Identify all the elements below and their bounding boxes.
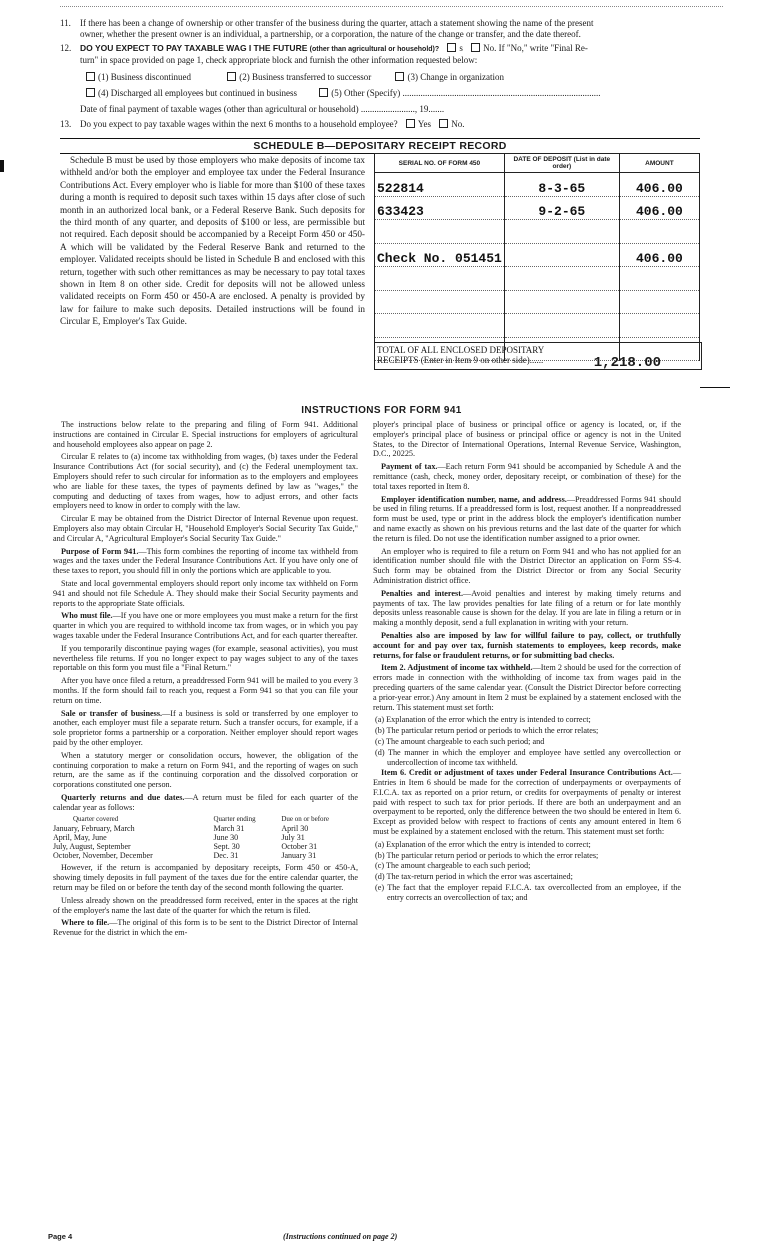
paragraph: [53, 547, 358, 576]
question-number: 12.: [60, 43, 72, 53]
deposit-date-cell[interactable]: 9-2-65: [504, 196, 619, 220]
paragraph: An employer who is required to file a return on Form 941 and who has not applied for an identification number should file with the District Director an application on Form SS-4. Such form may be obtained from the District Director or from any Social Security Administration district office.: [373, 546, 681, 585]
col-serial: SERIAL NO. OF FORM 450: [375, 154, 505, 173]
paragraph-heading: Sale or transfer of business.: [61, 708, 163, 718]
paragraph-body: —Item 2 should be used for the correction of errors made in connection with the withholding of income tax from wages paid in the preceding quarters of the same calendar year. (Consult the District Director before correcting a prior-year error.) Any amount in Item 2 must be explained by a statement enclosed with the return. This statement must set forth:: [373, 663, 681, 712]
paragraph-heading: Quarterly returns and due dates.: [61, 792, 185, 802]
paragraph: [53, 611, 358, 640]
question-number: 11.: [60, 18, 71, 28]
paragraph-body: —Avoid penalties and interest by making timely returns and payments of tax. The law provides penalties for late filing of a return or for late monthly deposits unless reasonable cause is shown for the delay. If you are late in filing a return or in making a monthly deposit, send a full explanation in writing with your return.: [373, 588, 681, 628]
quarter-cell: June 30: [213, 833, 239, 843]
deposit-row: [375, 243, 700, 267]
margin-dash: [700, 387, 730, 388]
option-checkbox[interactable]: [227, 72, 236, 81]
list-item: (a) Explanation of the error which the entry is intended to correct;: [375, 839, 591, 849]
quarter-cell: July 31: [281, 833, 305, 843]
paragraph-body: —Each return Form 941 should be accompanied by Schedule A and the remittance (cash, check, money order, depositary receipt, or combination of these) for the total taxes reported in Item 8.: [373, 462, 681, 491]
paragraph: State and local governmental employers should report only income tax withheld on Form 941 and should not file Schedule A. They should make their Social Security payments and reports to the appropriate State officials.: [53, 578, 358, 608]
deposit-row: [375, 220, 700, 244]
quarter-cell: April 30: [281, 824, 309, 834]
item6-list: [373, 840, 681, 903]
list-item: (c) The amount chargeable to each such period;: [375, 861, 531, 871]
paragraph-heading: Penalties and interest.: [381, 588, 464, 598]
option-label: (5) Other (Specify) ........................................................................................: [331, 88, 601, 98]
yes-checkbox[interactable]: [406, 119, 415, 128]
paragraph: [53, 793, 358, 813]
quarter-cell: July, August, September: [53, 842, 131, 852]
deposit-amount-cell[interactable]: 406.00: [619, 196, 699, 220]
list-item: (e) The fact that the employer repaid F.I.C.A. tax overcollected from an employee, if the entry corrects an overcollection of tax; and: [375, 883, 681, 902]
total-row: [374, 342, 702, 370]
question-text: If there has been a change of ownership or other transfer of the business during the quarter, attach a statement showing the name of the present: [80, 18, 594, 28]
paragraph-body: —This form combines the reporting of income tax withheld from wages and the taxes under the Federal Insurance Contributions Act. If you have only one of these taxes to report, you should fill in only the portions which are applicable to you.: [53, 546, 359, 576]
quarter-row: [53, 851, 358, 860]
quarter-row: [53, 824, 358, 833]
paragraph: [53, 918, 358, 938]
deposit-serial-cell[interactable]: [375, 267, 505, 291]
paragraph-body: —Entries in Item 6 should be made for the correction of underpayments or overpayments of F.I.C.A. tax as reported on a prior return, or credits for overpayments of penalty or interest paid with respect to such tax for prior periods. If there are both an underpayment and an overpayment to be reported, only the difference between the two should be entered in Item 6. Except as provided below with respect to fractions of cents any amount entered in Item 6 must be explained by a statement enclosed with the return. This statement must set forth:: [373, 768, 681, 837]
paragraph: [373, 495, 681, 544]
deposit-row: [375, 196, 700, 220]
paragraph: [373, 462, 681, 491]
deposit-serial-cell[interactable]: Check No. 051451: [375, 243, 505, 267]
list-item: (b) The particular return period or periods to which the error relates;: [375, 850, 599, 860]
deposit-date-cell[interactable]: [504, 314, 619, 338]
paragraph: [373, 663, 681, 712]
question-11: [60, 18, 700, 40]
col-amount: AMOUNT: [619, 154, 699, 173]
deposit-date-cell[interactable]: [504, 267, 619, 291]
deposit-date-cell[interactable]: [504, 220, 619, 244]
deposit-amount-cell[interactable]: [619, 290, 699, 314]
question-text: (other than agricultural or household)?: [309, 46, 440, 53]
paragraph: Penalties also are imposed by law for willful failure to pay, collect, or truthfully account for and pay over tax, furnish statements to employees, keep records, make returns, for false or fraudulent returns, or for submitting bad checks.: [373, 630, 681, 660]
deposit-serial-cell[interactable]: 633423: [375, 196, 505, 220]
deposit-row: [375, 314, 700, 338]
quarter-col-header: Quarter ending: [213, 815, 256, 824]
page-number: Page 4: [48, 1232, 73, 1241]
paragraph-body: —Preaddressed Forms 941 should be used in filing returns. If a preaddressed form is lost, request another. If a nonpreaddressed form must be used, type or print in the address block the employer's identification number and name exactly as shown on his previous returns and the last date of the quarter for which the return is filed. Do not use the identification number assigned to a prior owner.: [373, 494, 681, 543]
quarter-col-header: Due on or before: [281, 815, 329, 824]
deposit-amount-cell[interactable]: 406.00: [619, 173, 699, 197]
deposit-amount-cell[interactable]: [619, 267, 699, 291]
schedule-b-text: Schedule B must be used by those employers who make deposits of income tax withheld and/or both the employer and employee tax under the Federal Insurance Contributions Act. Every employer who is liable for more than $100 of these taxes during a month is required to deposit such taxes within 15 days after close of such month in an authorized local bank, or a Federal Reserve Bank. Such deposits for the third month of any quarter, and deposits of $100 or less, are permissible but not required. Each deposit should be accompanied by a Receipt Form 450 or 450-A which will be validated by the Federal Reserve Bank and returned to the employer. Validated receipts should be listed in Schedule B and enclosed with this return, together with such other remittances as may be necessary to pay total taxes shown in Item 8 on other side. Credit for deposits will not be allowed unless validated receipts on Form 450 or 450-A are enclosed. A penalty is provided by law for failure to make such deposits. Detailed instructions will be found in Circular E, Employer's Tax Guide.: [60, 155, 365, 327]
deposit-amount-cell[interactable]: [619, 314, 699, 338]
paragraph-heading: Who must file.: [61, 611, 113, 621]
deposit-row: [375, 173, 700, 197]
paragraph-heading: Where to file.: [61, 918, 110, 928]
paragraph: After you have once filed a return, a preaddressed Form 941 will be mailed to you every 3 months. If the form should fail to reach you, request a Form 941 so that you can file your return on time.: [53, 676, 358, 705]
paragraph: [53, 709, 358, 748]
paragraph-body: —If you have one or more employees you must make a return for the first quarter in which you are required to withhold income tax from wages, or in which you pay wages taxable under the Federal Insurance Contributions Act, and for each quarter thereafter.: [53, 611, 358, 640]
paragraph: Circular E relates to (a) income tax withholding from wages, (b) taxes under the Federal Insurance Contributions Act (for social security), and (c) the Federal unemployment tax. Employers should refer to such circular for information as to the employers and employees who are liable for these taxes, the types of payments defined by law as "wages," the computing and deducting of taxes from wages, how to adjust errors, and other facts employers need to know in order to comply with the law.: [53, 452, 358, 511]
question-text: I THE FUTURE: [248, 43, 308, 53]
deposit-amount-cell[interactable]: [619, 220, 699, 244]
top-rule: [60, 6, 723, 7]
option-label: (4) Discharged all employees but continued in business: [98, 88, 298, 98]
continued-note: (Instructions continued on page 2): [283, 1232, 398, 1241]
question-13: [60, 119, 700, 130]
quarter-cell: October, November, December: [53, 851, 153, 861]
yes-label: s: [459, 43, 463, 53]
options-row-1: [60, 72, 700, 83]
paragraph: Circular E may be obtained from the District Director of Internal Revenue upon request. Employers also may obtain Circular H, "Household Employer's Social Security Tax Guide," and Circular A, "Agricultural Employer's Social Security Tax Guide.": [53, 514, 358, 543]
instructions-title: INSTRUCTIONS FOR FORM 941: [301, 405, 462, 416]
quarter-col-header: Quarter covered: [73, 815, 119, 824]
paragraph: Unless already shown on the preaddressed form received, enter in the spaces at the right of the employer's name the last date of the quarter for which the return is filed.: [53, 895, 358, 915]
no-label: No.: [451, 119, 465, 129]
question-text: Do you expect to pay taxable wages within the next 6 months to a household employee?: [80, 119, 398, 129]
quarter-cell: January 31: [281, 851, 317, 861]
paragraph: ployer's principal place of business or principal office or agency is located, or, if the employer's principal place of business or principal office or agency is not in the United States, to the Director of International Operations, Internal Revenue Service, Washington, D.C., 20225.: [373, 420, 681, 459]
total-value[interactable]: 1,218.00: [593, 355, 661, 371]
paragraph: However, if the return is accompanied by depositary receipts, Form 450 or 450-A, showing timely deposits in full payment of the taxes due for the entire calendar quarter, the return may be filed on or before the tenth day of the second month following the quarter.: [53, 863, 358, 893]
paragraph-body: —If a business is sold or transferred by one employer to another, each employer must file a separate return. Such a transfer occurs, for example, if a sole proprietor forms a partnership or a corporation. Neither employer should report wages paid by the other employer.: [53, 708, 358, 747]
paragraph: [373, 768, 681, 837]
yes-label: Yes: [417, 119, 432, 129]
list-item: (a) Explanation of the error which the entry is intended to correct;: [375, 715, 591, 725]
schedule-b-title: SCHEDULE B—DEPOSITARY RECEIPT RECORD: [60, 138, 700, 154]
paragraph-body: —A return must be filed for each quarter of the calendar year as follows:: [53, 792, 358, 812]
instructions-left-column: [53, 420, 358, 941]
option-checkbox[interactable]: [395, 72, 404, 81]
deposit-table: [374, 153, 700, 361]
paragraph-heading: Payment of tax.: [381, 462, 438, 472]
quarter-row: [53, 842, 358, 851]
question-text: owner, whether the present owner is an individual, a partnership, or a corporation, the nature of the change or transfer, and the date thereof.: [80, 29, 581, 39]
quarter-cell: October 31: [281, 842, 318, 852]
paragraph: When a statutory merger or consolidation occurs, however, the obligation of the continuing corporation to make a return on Form 941, and the reporting of wages on such return, are the same as if the continuing corporation and the dissolved corporation or corporations constituted one person.: [53, 750, 358, 790]
list-item: (c) The amount chargeable to each such period; and: [375, 736, 545, 746]
option-label: (3) Change in organization: [407, 72, 505, 82]
deposit-date-cell[interactable]: 8-3-65: [504, 173, 619, 197]
deposit-row: [375, 267, 700, 291]
deposit-serial-cell[interactable]: 522814: [375, 173, 505, 197]
deposit-date-cell[interactable]: [504, 290, 619, 314]
quarter-cell: January, February, March: [53, 824, 135, 834]
question-text: turn" in space provided on page 1, check appropriate block and furnish the other information requested below:: [80, 55, 478, 65]
deposit-serial-cell[interactable]: [375, 314, 505, 338]
option-checkbox[interactable]: [86, 72, 95, 81]
margin-mark: [0, 160, 4, 172]
quarter-table: [53, 815, 358, 860]
option-label: (2) Business transferred to successor: [239, 72, 372, 82]
no-checkbox[interactable]: [439, 119, 448, 128]
option-checkbox[interactable]: [86, 88, 95, 97]
list-item: (d) The manner in which the employer and employee have settled any overcollection or undercollection of income tax withheld.: [375, 747, 681, 767]
quarter-cell: March 31: [213, 824, 245, 834]
option-label: (1) Business discontinued: [98, 72, 191, 82]
paragraph: [373, 589, 681, 628]
list-item: (b) The particular return period or periods to which the error relates;: [375, 726, 599, 736]
deposit-row: [375, 290, 700, 314]
deposit-serial-cell[interactable]: [375, 220, 505, 244]
list-item: (d) The tax-return period in which the error was ascertained;: [375, 872, 573, 882]
option-checkbox[interactable]: [319, 88, 328, 97]
paragraph: The instructions below relate to the preparing and filing of Form 941. Additional instructions are contained in Circular E. Special instructions for employers of agricultural and household employees also appear on page 2.: [53, 420, 358, 449]
paragraph-heading: Item 6. Credit or adjustment of taxes under Federal Insurance Contributions Act.: [381, 768, 673, 778]
final-date-text: Date of final payment of taxable wages (other than agricultural or household) ........................, 19.......: [80, 104, 445, 114]
total-label: TOTAL OF ALL ENCLOSED DEPOSITARY RECEIPTS (Enter in Item 9 on other side)......: [377, 345, 544, 365]
paragraph-heading: Item 2. Adjustment of income tax withheld.: [381, 663, 533, 673]
quarter-cell: Sept. 30: [213, 842, 240, 852]
paragraph-heading: Employer identification number, name, and address.: [381, 494, 567, 504]
col-date: DATE OF DEPOSIT (List in date order): [504, 154, 619, 173]
paragraph-body: —The original of this form is to be sent to the District Director of Internal Revenue for the district in which the em-: [53, 918, 358, 938]
options-row-2: [60, 88, 700, 99]
deposit-serial-cell[interactable]: [375, 290, 505, 314]
paragraph-heading: Purpose of Form 941.: [61, 546, 139, 556]
instructions-right-column: [373, 420, 681, 904]
no-checkbox[interactable]: [471, 43, 480, 52]
final-date-row: [60, 104, 700, 115]
quarter-cell: April, May, June: [53, 833, 107, 843]
quarter-cell: Dec. 31: [213, 851, 239, 861]
question-12: [60, 43, 700, 66]
question-number: 13.: [60, 119, 72, 129]
quarter-row: [53, 833, 358, 842]
deposit-amount-cell[interactable]: 406.00: [619, 243, 699, 267]
item2-list: [373, 715, 681, 767]
deposit-date-cell[interactable]: [504, 243, 619, 267]
question-text: DO YOU EXPECT TO PAY TAXABLE WAG: [80, 43, 247, 53]
yes-checkbox[interactable]: [447, 43, 456, 52]
no-label: No. If "No," write "Final Re-: [483, 43, 588, 53]
paragraph: If you temporarily discontinue paying wages (for example, seasonal activities), you must nevertheless file returns. If you no longer expect to pay wages subject to any of the taxes reportable on this form you must file a "Final Return.": [53, 643, 358, 673]
